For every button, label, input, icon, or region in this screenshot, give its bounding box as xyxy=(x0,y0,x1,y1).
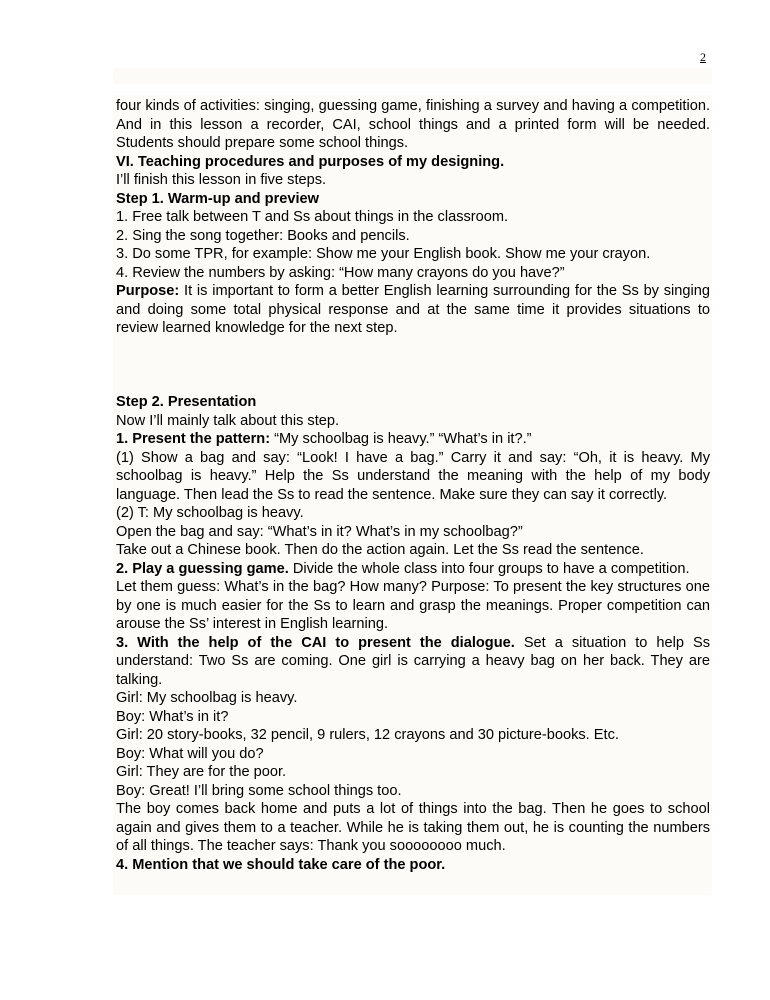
pattern-label: 1. Present the pattern: xyxy=(116,431,271,447)
step2-intro: Now I’ll mainly talk about this step. xyxy=(116,412,340,429)
guessing-game-text: Divide the whole class into four groups to have a competition. xyxy=(288,560,690,577)
dialogue-line: Boy: Great! I’ll bring some school things too. xyxy=(116,782,402,799)
cai-text: Set a situation to help Ss understand: Two Ss are coming. One girl is carrying a heavy bag on her back. They are talking. xyxy=(116,634,710,688)
mention-paragraph: 4. Mention that we should take care of the poor. xyxy=(116,856,446,873)
pattern-sub-1: (1) Show a bag and say: “Look! I have a bag.” Carry it and say: “Oh, it is heavy. My schoolbag is heavy.” Help the Ss understand the meaning with the help of my body language. Then lead the Ss to read the sentence. Make sure they can say it correctly. xyxy=(116,449,710,503)
pattern-paragraph xyxy=(116,430,710,449)
dialogue-line: Boy: What will you do? xyxy=(116,745,264,762)
intro-paragraph: four kinds of activities: singing, guessing game, finishing a survey and having a competition. And in this lesson a recorder, CAI, school things and a printed form will be needed. Students should prepare some school things. xyxy=(116,98,710,151)
purpose-text: It is important to form a better English learning surrounding for the Ss by singing and doing some total physical response and at the same time it provides situations to review learned knowledge for the next step. xyxy=(116,283,710,336)
pattern-sub-3: Open the bag and say: “What’s in it? What’s in my schoolbag?” xyxy=(116,523,523,540)
step1-item: 3. Do some TPR, for example: Show me your English book. Show me your crayon. xyxy=(116,246,651,262)
dialogue-line: Girl: They are for the poor. xyxy=(116,764,287,780)
step1-item: 4. Review the numbers by asking: “How many crayons do you have?” xyxy=(116,264,565,281)
guessing-game-label: 2. Play a guessing game. xyxy=(116,560,289,577)
guessing-game-sub: Let them guess: What’s in the bag? How many? Purpose: To present the key structures one by one is much easier for the Ss to learn and grasp the meanings. Proper competition can arouse the Ss’ interest in English learning. xyxy=(116,579,710,632)
purpose-label: Purpose: xyxy=(116,283,180,299)
pattern-sub-2: (2) T: My schoolbag is heavy. xyxy=(116,505,304,521)
dialogue-line: Girl: 20 story-books, 32 pencil, 9 rulers, 12 crayons and 30 picture-books. Etc. xyxy=(116,727,619,743)
cai-paragraph xyxy=(116,634,710,690)
dialogue-line: Girl: My schoolbag is heavy. xyxy=(116,690,298,706)
dialogue-line: Boy: What’s in it? xyxy=(116,708,229,725)
header-shade xyxy=(113,68,712,84)
closing-paragraph: The boy comes back home and puts a lot of things into the bag. Then he goes to school again and gives them to a teacher. While he is taking them out, he is counting the numbers of all things. The teacher says: Thank you soooooooo much. xyxy=(116,801,710,854)
cai-label: 3. With the help of the CAI to present the dialogue. xyxy=(116,634,515,651)
document-body xyxy=(116,97,710,874)
pattern-text: “My schoolbag is heavy.” “What’s in it?.” xyxy=(270,431,532,447)
steps-line: I’ll finish this lesson in five steps. xyxy=(116,172,327,188)
step1-purpose xyxy=(116,282,710,338)
section-heading: VI. Teaching procedures and purposes of my designing. xyxy=(116,153,505,170)
page-number: 2 xyxy=(700,50,706,64)
step1-item: 2. Sing the song together: Books and pencils. xyxy=(116,227,410,244)
step2-title: Step 2. Presentation xyxy=(116,394,257,410)
step1-item: 1. Free talk between T and Ss about things in the classroom. xyxy=(116,209,509,225)
pattern-sub-4: Take out a Chinese book. Then do the action again. Let the Ss read the sentence. xyxy=(116,542,644,558)
guessing-game-paragraph xyxy=(116,560,710,579)
section-gap xyxy=(116,338,710,394)
step1-title: Step 1. Warm-up and preview xyxy=(116,190,320,207)
